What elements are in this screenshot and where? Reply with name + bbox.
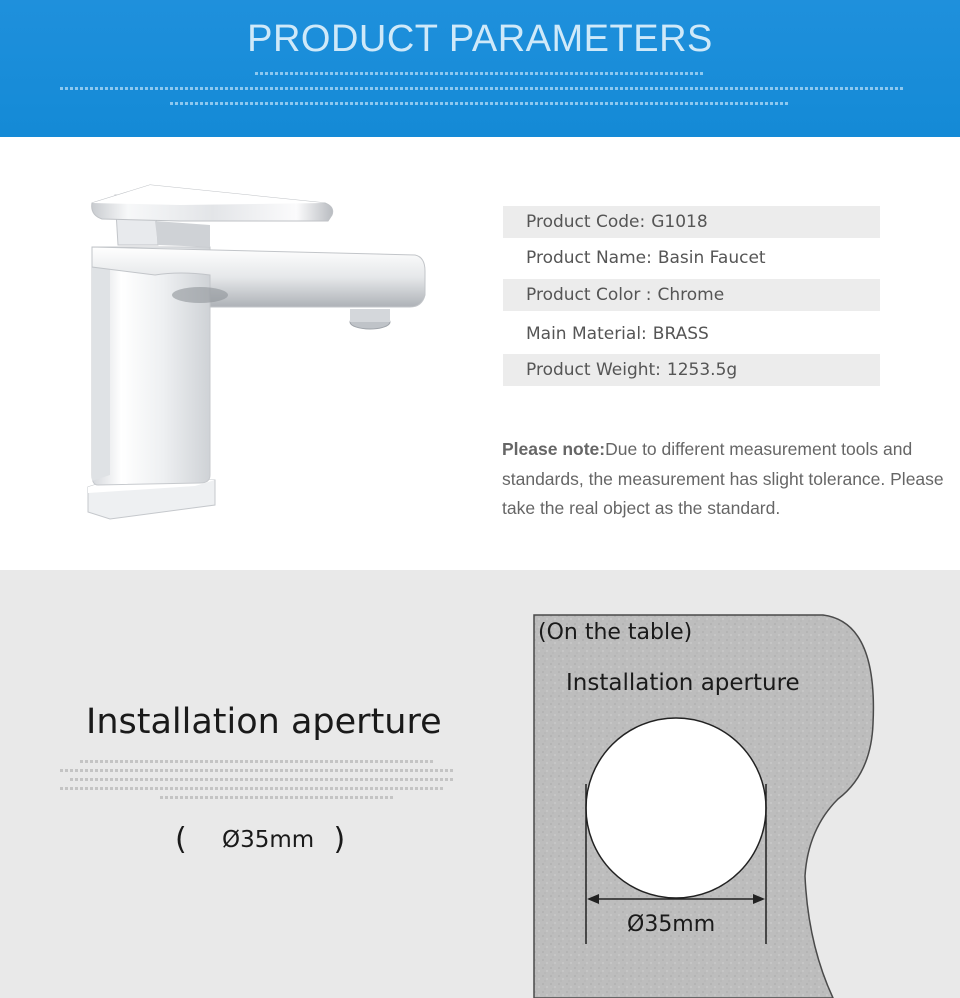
param-label: Product Color :: [526, 285, 652, 305]
diagram-dimension: Ø35mm: [627, 912, 716, 937]
measurement-note: [502, 435, 957, 524]
param-value: Basin Faucet: [657, 248, 766, 268]
param-value: G1018: [651, 212, 708, 232]
param-label: Product Weight:: [526, 360, 661, 380]
aperture-size-value: Ø35mm: [222, 827, 315, 853]
param-product-name: [503, 242, 880, 274]
page-title: PRODUCT PARAMETERS: [247, 18, 713, 60]
param-value: Chrome: [657, 285, 725, 305]
note-lead: Please note:: [502, 439, 606, 459]
open-paren: (: [175, 822, 187, 857]
faucet-image: [70, 175, 450, 525]
param-label: Product Name:: [526, 248, 652, 268]
param-product-color: [503, 279, 880, 311]
decorative-text-line: [60, 87, 905, 90]
close-paren: ): [333, 822, 346, 857]
param-value: 1253.5g: [666, 360, 738, 380]
decorative-text-line: [170, 102, 790, 105]
param-product-weight: [503, 354, 880, 386]
param-label: Main Material:: [526, 324, 647, 344]
installation-title: Installation aperture: [86, 702, 442, 742]
decorative-text-block: [60, 760, 455, 799]
param-product-code: [503, 206, 880, 238]
diagram-label: Installation aperture: [566, 670, 800, 696]
aperture-size: [175, 820, 345, 855]
param-main-material: [503, 318, 880, 350]
diagram-caption: (On the table): [538, 620, 693, 645]
decorative-text-line: [255, 72, 705, 75]
note-text: Due to different measurement tools and standards, the measurement has slight tolerance. Please take the real object as the standard.: [502, 439, 944, 518]
aperture-circle: [586, 718, 766, 898]
header-banner: [0, 0, 960, 137]
param-value: BRASS: [652, 324, 709, 344]
param-label: Product Code:: [526, 212, 646, 232]
